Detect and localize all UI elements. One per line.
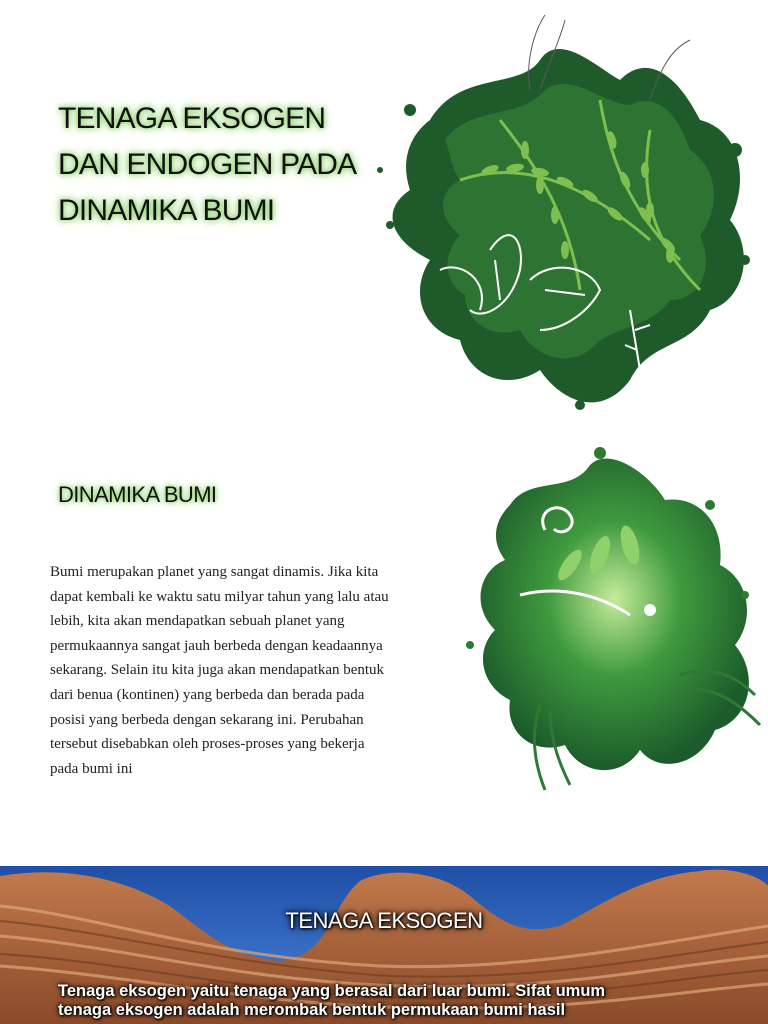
- paragraph-line: dapat kembali ke waktu satu milyar tahun yang lalu atau: [50, 588, 389, 605]
- slide3-heading: TENAGA EKSOGEN: [285, 908, 483, 933]
- main-title-line1: TENAGA EKSOGEN: [58, 102, 326, 135]
- slide-tenaga-eksogen: [0, 866, 768, 1024]
- slide-dinamika-bumi: [0, 440, 768, 850]
- main-title-line3: DINAMIKA BUMI: [58, 194, 275, 227]
- body-paragraph: [50, 560, 450, 781]
- paragraph-line: Bumi merupakan planet yang sangat dinamis. Jika kita: [50, 564, 379, 580]
- section-heading: DINAMIKA BUMI: [58, 482, 217, 507]
- main-title-line2: DAN ENDOGEN PADA: [58, 148, 357, 181]
- green-splash-illustration: [450, 445, 765, 795]
- paragraph-line: posisi yang berbeda dengan sekarang ini. Perubahan: [50, 711, 364, 728]
- paragraph-line: dari benua (kontinen) yang berbeda dan berada pada: [50, 686, 365, 703]
- paragraph-line: permukaannya sangat jauh berbeda dengan keadaannya: [50, 637, 383, 654]
- slide3-line: Tenaga eksogen yaitu tenaga yang berasal dari luar bumi. Sifat umum: [58, 982, 606, 1000]
- paragraph-line: pada bumi ini: [50, 760, 133, 777]
- paragraph-line: sekarang. Selain itu kita juga akan mendapatkan bentuk: [50, 662, 385, 679]
- slide3-line: tenaga eksogen adalah merombak bentuk permukaan bumi hasil: [58, 1001, 566, 1019]
- paragraph-line: tersebut disebabkan oleh proses-proses yang bekerja: [50, 736, 365, 753]
- slide-title: [0, 0, 768, 430]
- paragraph-line: lebih, kita akan mendapatkan sebuah planet yang: [50, 613, 345, 630]
- fern-splash-illustration: [350, 10, 760, 430]
- slide3-paragraph: [58, 982, 738, 1020]
